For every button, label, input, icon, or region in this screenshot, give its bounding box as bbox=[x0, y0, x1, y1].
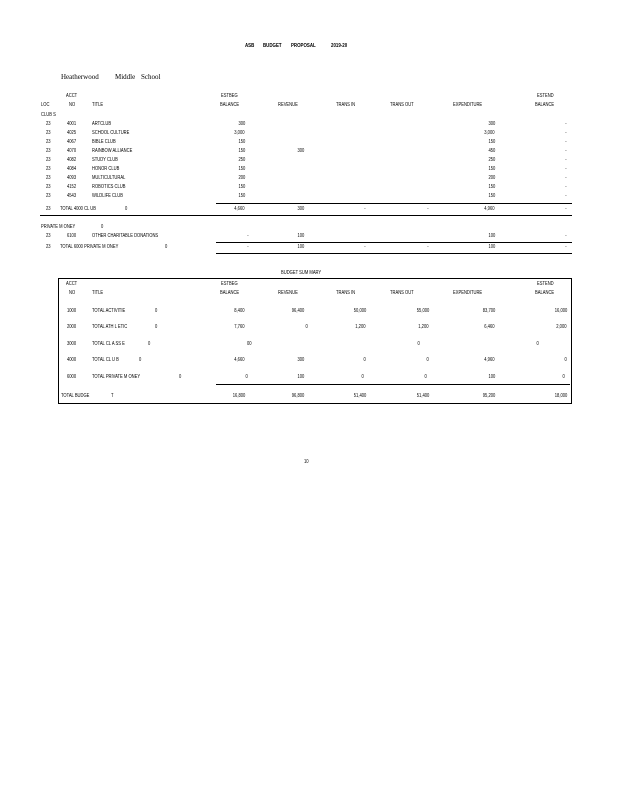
cell-rev: 100 bbox=[297, 374, 304, 380]
subtotal-rule bbox=[216, 203, 572, 204]
cell-end: - bbox=[565, 166, 567, 172]
cell-beg: 16,800 bbox=[232, 393, 245, 399]
cell-beg: 0 bbox=[245, 374, 248, 380]
cell-beg: 150 bbox=[238, 166, 245, 172]
cell-beg: 00 bbox=[247, 341, 252, 347]
cell-exp: 4,960 bbox=[484, 206, 495, 212]
cell-acct: 4000 bbox=[67, 357, 77, 363]
cell-tin: 0 bbox=[363, 357, 366, 363]
cell-end: 16,000 bbox=[554, 308, 567, 314]
header-loc: LOC bbox=[41, 102, 50, 108]
header-title: TITLE bbox=[92, 290, 104, 296]
cell-exp: 83,700 bbox=[482, 308, 495, 314]
header-acct: ACCT bbox=[66, 281, 78, 287]
cell-title: ARTCLUB bbox=[92, 121, 112, 127]
cell-title: SCHOOL CULTURE bbox=[92, 130, 130, 136]
cell-title: TOTAL CL U B bbox=[92, 357, 119, 363]
cell-tin: 50,000 bbox=[353, 308, 366, 314]
header-trans-out: TRANS OUT bbox=[390, 290, 414, 296]
cell-tout: - bbox=[427, 206, 429, 212]
cell-end: - bbox=[565, 121, 567, 127]
cell-title: ROBOTICS CLUB bbox=[92, 184, 126, 190]
cell-beg: 3,000 bbox=[234, 130, 245, 136]
cell-end: - bbox=[565, 157, 567, 163]
summary-box bbox=[58, 278, 572, 404]
cell-end: - bbox=[565, 193, 567, 199]
cell-tin: 0 bbox=[361, 374, 364, 380]
header-trans-out: TRANS OUT bbox=[390, 102, 414, 108]
cell-acct: 4084 bbox=[67, 166, 77, 172]
cell-exp: 4,960 bbox=[484, 357, 495, 363]
cell-acct: 3000 bbox=[67, 341, 77, 347]
cell-loc: 23 bbox=[46, 193, 51, 199]
cell-rev: 100 bbox=[297, 233, 304, 239]
header-title: TITLE bbox=[92, 102, 104, 108]
title-word: BUDGET bbox=[263, 43, 282, 49]
cell-title: TOTAL ACTIVITIE bbox=[92, 308, 126, 314]
cell-end: - bbox=[565, 206, 567, 212]
cell-end: 0 bbox=[564, 357, 567, 363]
cell-loc: 23 bbox=[46, 244, 51, 250]
header-estbeg: ESTBEG bbox=[221, 281, 238, 287]
cell-title: MULTICULTURAL bbox=[92, 175, 126, 181]
cell-acct: 4543 bbox=[67, 193, 77, 199]
cell-mark: 0 bbox=[139, 357, 142, 363]
header-estbeg: ESTBEG bbox=[221, 93, 238, 99]
cell-tout: - bbox=[427, 244, 429, 250]
header-acct: ACCT bbox=[66, 93, 78, 99]
header-trans-in: TRANS IN bbox=[336, 102, 356, 108]
header-balance: BALANCE bbox=[220, 102, 240, 108]
header-revenue: REVENUE bbox=[278, 102, 298, 108]
cell-mark: 0 bbox=[148, 341, 151, 347]
cell-rev: 0 bbox=[305, 324, 308, 330]
header-balance-end: BALANCE bbox=[535, 290, 555, 296]
cell-exp: 150 bbox=[488, 193, 495, 199]
cell-exp: 150 bbox=[488, 184, 495, 190]
cell-end: - bbox=[565, 244, 567, 250]
title-word: 2019-20 bbox=[331, 43, 348, 49]
title-word: ASB bbox=[245, 43, 255, 49]
cell-end: 2,000 bbox=[556, 324, 567, 330]
header-no: NO bbox=[69, 102, 76, 108]
cell-tout: 51,400 bbox=[416, 393, 429, 399]
cell-acct: 2000 bbox=[67, 324, 77, 330]
double-rule bbox=[216, 253, 572, 254]
cell-end: - bbox=[565, 130, 567, 136]
cell-title: TOTAL 4000 CL UB bbox=[60, 206, 97, 212]
cell-exp: 200 bbox=[488, 175, 495, 181]
cell-title: BIBLE CLUB bbox=[92, 139, 116, 145]
cell-beg: 7,760 bbox=[234, 324, 245, 330]
cell-beg: 150 bbox=[238, 139, 245, 145]
cell-rev: 96,800 bbox=[291, 393, 304, 399]
cell-acct: 4093 bbox=[67, 175, 77, 181]
cell-beg: 4,660 bbox=[234, 206, 245, 212]
cell-title: TOTAL CL A SS E bbox=[92, 341, 125, 347]
cell-title: RAINBOW ALLIANCE bbox=[92, 148, 133, 154]
school-name-part: School bbox=[141, 73, 161, 81]
cell-exp: 3,000 bbox=[484, 130, 495, 136]
cell-end: - bbox=[565, 175, 567, 181]
subtotal-rule bbox=[216, 242, 572, 243]
cell-rev: 300 bbox=[297, 206, 304, 212]
school-name-part: Middle bbox=[115, 73, 136, 81]
cell-tin: 51,400 bbox=[353, 393, 366, 399]
cell-mark: 0 bbox=[179, 374, 182, 380]
cell-end: 18,000 bbox=[554, 393, 567, 399]
cell-beg: - bbox=[247, 244, 249, 250]
cell-acct: 4067 bbox=[67, 139, 77, 145]
cell-mark: 0 bbox=[155, 308, 158, 314]
cell-tin: - bbox=[364, 244, 366, 250]
cell-acct: 1000 bbox=[67, 308, 77, 314]
cell-beg: 8,400 bbox=[234, 308, 245, 314]
cell-exp: 6,460 bbox=[484, 324, 495, 330]
cell-title: STUDY CLUB bbox=[92, 157, 118, 163]
cell-loc: 23 bbox=[46, 175, 51, 181]
cell-mark: 0 bbox=[125, 206, 128, 212]
cell-title-suffix: T bbox=[111, 393, 114, 399]
summary-title: BUDGET SUM MARY bbox=[281, 270, 322, 276]
cell-acct: 6000 bbox=[67, 374, 77, 380]
cell-title: TOTAL BUDGE bbox=[61, 393, 90, 399]
cell-exp: 95,200 bbox=[482, 393, 495, 399]
page-number: 10 bbox=[304, 459, 309, 465]
header-revenue: REVENUE bbox=[278, 290, 298, 296]
cell-tout: 0 bbox=[424, 374, 427, 380]
title-word: PROPOSAL bbox=[291, 43, 316, 49]
cell-exp: 300 bbox=[488, 121, 495, 127]
cell-loc: 23 bbox=[46, 206, 51, 212]
section-label-clubs: CLUB S bbox=[41, 112, 56, 118]
section-divider bbox=[40, 215, 572, 216]
cell-exp: 450 bbox=[488, 148, 495, 154]
cell-exp: 250 bbox=[488, 157, 495, 163]
cell-beg: - bbox=[247, 233, 249, 239]
cell-title: WILDLIFE CLUB bbox=[92, 193, 123, 199]
cell-mark: 0 bbox=[165, 244, 168, 250]
cell-tin: - bbox=[364, 206, 366, 212]
header-balance-end: BALANCE bbox=[535, 102, 555, 108]
cell-rev: 300 bbox=[297, 148, 304, 154]
cell-loc: 23 bbox=[46, 166, 51, 172]
cell-end: - bbox=[565, 184, 567, 190]
cell-beg: 150 bbox=[238, 184, 245, 190]
header-estend: ESTEND bbox=[537, 281, 554, 287]
cell-end: 0 bbox=[536, 341, 539, 347]
cell-acct: 4082 bbox=[67, 157, 77, 163]
cell-beg: 300 bbox=[238, 121, 245, 127]
cell-exp: 100 bbox=[488, 233, 495, 239]
cell-title: TOTAL ATH L ETIC bbox=[92, 324, 128, 330]
cell-end: 0 bbox=[562, 374, 565, 380]
cell-tout: 55,000 bbox=[416, 308, 429, 314]
cell-title: HONOR CLUB bbox=[92, 166, 120, 172]
cell-rev: 96,400 bbox=[291, 308, 304, 314]
cell-acct: 4152 bbox=[67, 184, 77, 190]
cell-exp: 150 bbox=[488, 139, 495, 145]
cell-tout: 0 bbox=[426, 357, 429, 363]
cell-acct: 6100 bbox=[67, 233, 77, 239]
cell-loc: 23 bbox=[46, 130, 51, 136]
header-balance: BALANCE bbox=[220, 290, 240, 296]
cell-exp: 100 bbox=[488, 244, 495, 250]
cell-acct: 4025 bbox=[67, 130, 77, 136]
cell-tin: 1,200 bbox=[355, 324, 366, 330]
cell-loc: 23 bbox=[46, 184, 51, 190]
cell-loc: 23 bbox=[46, 139, 51, 145]
cell-title: TOTAL 6000 PRIVATE M ONEY bbox=[60, 244, 119, 250]
section-mark: 0 bbox=[101, 224, 104, 230]
cell-end: - bbox=[565, 139, 567, 145]
header-expenditure: EXPENDITURE bbox=[453, 290, 483, 296]
cell-tout: 1,200 bbox=[418, 324, 429, 330]
cell-end: - bbox=[565, 233, 567, 239]
cell-loc: 23 bbox=[46, 157, 51, 163]
header-no: NO bbox=[69, 290, 76, 296]
header-estend: ESTEND bbox=[537, 93, 554, 99]
cell-title: TOTAL PRIVATE M ONEY bbox=[92, 374, 141, 380]
cell-rev: 100 bbox=[297, 244, 304, 250]
section-label-private: PRIVATE M ONEY bbox=[41, 224, 76, 230]
cell-beg: 150 bbox=[238, 148, 245, 154]
cell-mark: 0 bbox=[155, 324, 158, 330]
cell-rev: 300 bbox=[297, 357, 304, 363]
cell-loc: 23 bbox=[46, 148, 51, 154]
cell-loc: 23 bbox=[46, 121, 51, 127]
cell-exp: 150 bbox=[488, 166, 495, 172]
header-expenditure: EXPENDITURE bbox=[453, 102, 483, 108]
cell-exp: 100 bbox=[488, 374, 495, 380]
cell-beg: 150 bbox=[238, 193, 245, 199]
cell-tout: 0 bbox=[417, 341, 420, 347]
cell-end: - bbox=[565, 148, 567, 154]
subtotal-rule bbox=[216, 384, 570, 385]
cell-acct: 4001 bbox=[67, 121, 77, 127]
header-trans-in: TRANS IN bbox=[336, 290, 356, 296]
cell-acct: 4070 bbox=[67, 148, 77, 154]
cell-beg: 4,660 bbox=[234, 357, 245, 363]
school-name-part: Heatherwood bbox=[61, 73, 99, 81]
cell-beg: 200 bbox=[238, 175, 245, 181]
cell-loc: 23 bbox=[46, 233, 51, 239]
cell-beg: 250 bbox=[238, 157, 245, 163]
cell-title: OTHER CHARITABLE DONATIONS bbox=[92, 233, 159, 239]
